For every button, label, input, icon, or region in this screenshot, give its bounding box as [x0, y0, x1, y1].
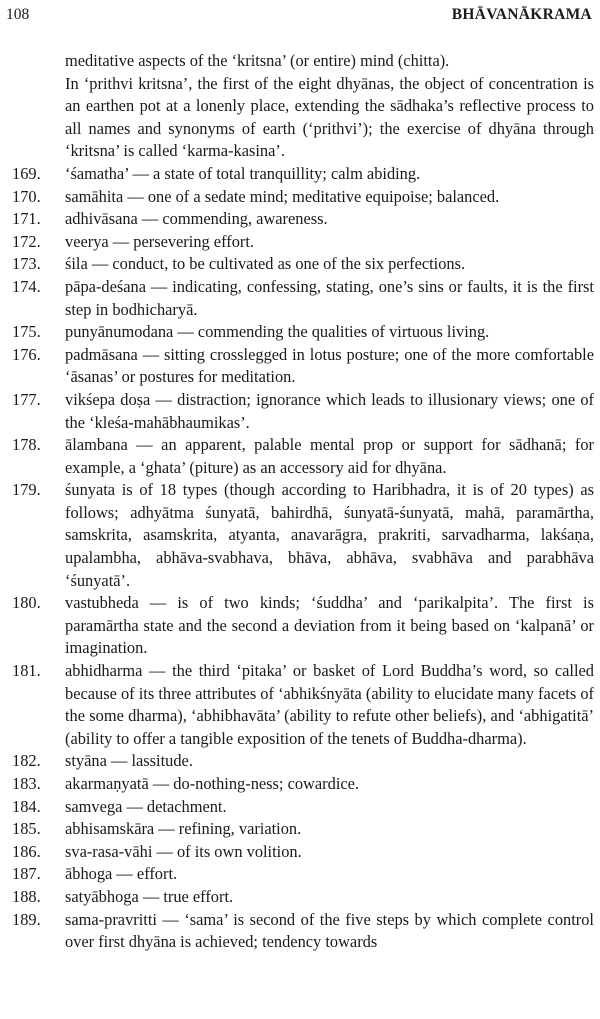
entry-number: 170.: [12, 186, 41, 206]
glossary-entry: [12, 321, 594, 344]
entry-text: satyābhoga — true effort.: [65, 886, 234, 906]
entry-text: ābhoga — effort.: [65, 864, 178, 884]
glossary-entry: [12, 434, 594, 479]
entry-number: 185.: [12, 819, 41, 839]
glossary-entry: [12, 208, 594, 231]
entry-number: 184.: [12, 796, 41, 816]
glossary-entry: [12, 750, 594, 773]
glossary-entry: [12, 863, 594, 886]
entry-text: samāhita — one of a sedate mind; meditative equipoise; balanced.: [65, 186, 500, 206]
glossary-entry: [12, 818, 594, 841]
entry-number: 186.: [12, 841, 41, 861]
entry-number: 177.: [12, 389, 41, 409]
glossary-entry: [12, 276, 594, 321]
entry-number: 175.: [12, 322, 41, 342]
intro-paragraph: In ‘prithvi kritsna’, the first of the eight dhyānas, the object of concentration is an earthen pot at a lonenly place, extending the sādhaka’s reflective process to all names and synonyms of earth (‘prithvi’); the exercise of dhyāna through ‘kritsna’ is called ‘karma-kasina’.: [65, 73, 594, 161]
glossary-entry: [12, 592, 594, 660]
glossary-entry: [12, 253, 594, 276]
entry-number: 172.: [12, 231, 41, 251]
glossary-entry: [12, 773, 594, 796]
entry-text: vikśepa doṣa — distraction; ignorance which leads to illusionary views; one of the ‘kleśa-mahābhaumikas’.: [65, 389, 594, 432]
entry-text: śila — conduct, to be cultivated as one of the six perfections.: [65, 254, 466, 274]
entry-text: samvega — detachment.: [65, 796, 227, 816]
entry-number: 176.: [12, 344, 41, 364]
glossary-entry: [12, 886, 594, 909]
glossary-entry: [12, 186, 594, 209]
glossary-entry: [12, 479, 594, 592]
entry-number: 183.: [12, 774, 41, 793]
entry-text: ālambana — an apparent, palable mental prop or support for sādhanā; for example, a ‘ghata’ (piture) as an accessory aid for dhyāna.: [65, 435, 594, 477]
glossary-entry: [12, 660, 594, 750]
entry-text: padmāsana — sitting crosslegged in lotus posture; one of the more comfortable ‘āsanas’ or postures for meditation.: [65, 344, 594, 387]
glossary-entry: [12, 909, 594, 954]
entry-text: adhivāsana — commending, awareness.: [65, 209, 328, 229]
entry-text: veerya — persevering effort.: [65, 231, 255, 251]
entry-text: vastubheda — is of two kinds; ‘śuddha’ and ‘parikalpita’. The first is paramārtha state and the second a deviation from it being based on ‘kalpanā’ or imagination.: [65, 593, 594, 658]
entry-number: 188.: [12, 886, 41, 906]
glossary-entry: [12, 841, 594, 864]
entry-text: akarmaṇyatā — do-nothing-ness; cowardice.: [65, 774, 360, 793]
entry-number: 174.: [12, 276, 41, 296]
entry-number: 169.: [12, 163, 41, 183]
page-body: [12, 50, 594, 954]
entry-text: śunyata is of 18 types (though according to Haribhadra, it is of 20 types) as follows; adhyātma śunyatā, bahirdhā, śunyatā-śunyatā, mahā, paramārtha, samskrita, asamskrita, atyanta, anavarāgra, prakriti, sarvadharma, lakśaṇa, upalambha, abhāva-svabhava, bhāva, abhāva, svabhāva and parabhāva ‘śunyatā’.: [65, 480, 594, 590]
glossary-entry: [12, 163, 594, 186]
entry-text: punyānumodana — commending the qualities of virtuous living.: [65, 322, 490, 342]
glossary-entry: [12, 231, 594, 254]
entry-number: 181.: [12, 661, 41, 681]
entry-text: styāna — lassitude.: [65, 751, 193, 771]
entry-number: 179.: [12, 480, 41, 500]
entry-text: abhidharma — the third ‘pitaka’ or basket of Lord Buddha’s word, so called because of its three attributes of ‘abhikśnyāta (ability to elucidate many facets of the some dharma), ‘abhibhavāta’ (ability to refute other beliefs), and ‘abhigatitā’ (ability to offer a tangible exposition of the tenets of Buddha-dharma).: [65, 661, 594, 748]
entry-text: sama-pravritti — ‘sama’ is second of the five steps by which complete control over first dhyāna is achieved; tendency towards: [65, 909, 594, 952]
entry-text: abhisamskāra — refining, variation.: [65, 819, 302, 839]
entry-text: ‘śamatha’ — a state of total tranquillity; calm abiding.: [65, 163, 421, 183]
glossary-entry: [12, 796, 594, 819]
running-title: BHĀVANĀKRAMA: [451, 6, 592, 23]
entry-text: pāpa-deśana — indicating, confessing, stating, one’s sins or faults, it is the first step in bodhicharyā.: [65, 276, 594, 319]
entry-number: 189.: [12, 909, 41, 929]
entry-number: 171.: [12, 209, 41, 229]
glossary-entry: [12, 389, 594, 434]
glossary-entry: [12, 344, 594, 389]
entry-number: 178.: [12, 435, 41, 455]
entry-text: sva-rasa-vāhi — of its own volition.: [65, 841, 302, 861]
entry-number: 182.: [12, 751, 41, 771]
entry-number: 187.: [12, 864, 41, 884]
entry-number: 173.: [12, 254, 41, 274]
intro-paragraph: meditative aspects of the ‘kritsna’ (or entire) mind (chitta).: [65, 51, 450, 70]
entry-number: 180.: [12, 593, 41, 613]
page-number: 108: [6, 6, 30, 23]
